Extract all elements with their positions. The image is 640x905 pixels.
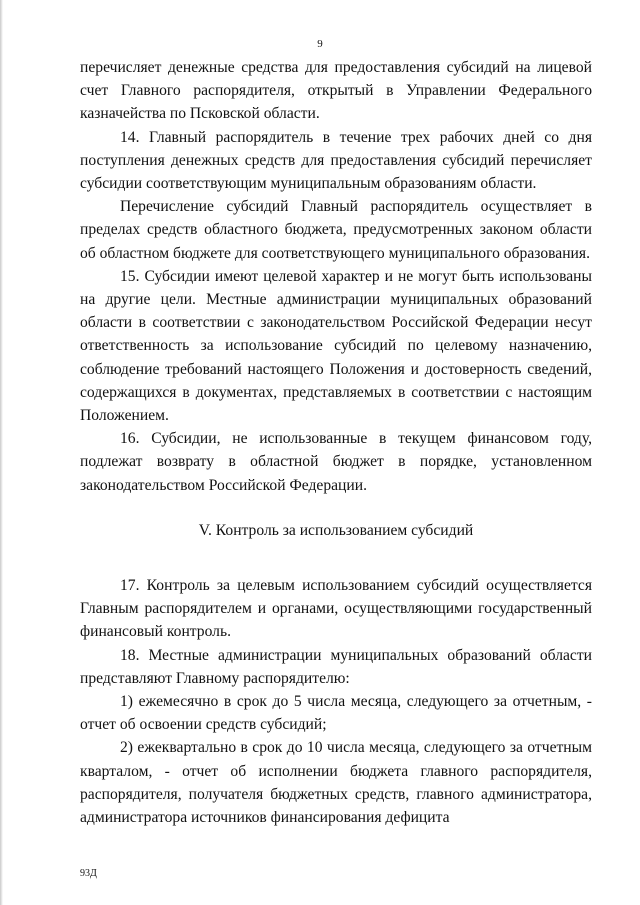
paragraph-subitem-2: 2) ежеквартально в срок до 10 числа месяца, следующего за отчетным кварталом, - отчет об исполнении бюджета главного распорядителя, распорядителя, получателя бюджетных средств, главного администратора, администратора источников финансирования дефицита [80, 739, 592, 827]
paragraph-item-16: 16. Субсидии, не использованные в текущем финансовом году, подлежат возврату в областной бюджет в порядке, установленном законодательством Российской Федерации. [80, 430, 592, 494]
paragraph-item-14: 14. Главный распорядитель в течение трех рабочих дней со дня поступления денежных средств для предоставления субсидий перечисляет субсидии соответствующим муниципальным образованиям области. [80, 128, 592, 193]
paragraph-item-17: 17. Контроль за целевым использованием субсидий осуществляется Главным распорядителем и органами, осуществляющими государственный финансовый контроль. [80, 577, 592, 641]
paragraph-item-15: 15. Субсидии имеют целевой характер и не могут быть использованы на другие цели. Местные администрации муниципальных образований области в соответствии с законодательством Российской Федерации несут ответственность за использование субсидий по целевому назначению, соблюдение требований настоящего Положения и достоверность сведений, содержащихся в документах, представляемых в соответствии с настоящим Положением. [80, 267, 592, 425]
paragraph-subitem-1: 1) ежемесячно в срок до 5 числа месяца, следующего за отчетным, - отчет об освоении средств субсидий; [80, 693, 592, 734]
section-heading: V. Контроль за использованием субсидий [198, 521, 474, 539]
footer-document-code: 93Д [80, 868, 97, 879]
scan-edge-shadow [0, 0, 3, 905]
paragraph-transfer: Перечисление субсидий Главный распорядитель осуществляет в пределах средств областного бюджета, предусмотренных законом области об областном бюджете для соответствующего муниципального образования. [80, 198, 592, 262]
document-body [80, 56, 592, 829]
paragraph-continuation: перечисляет денежные средства для предоставления субсидий на лицевой счет Главного распорядителя, открытый в Управлении Федерального казначейства по Псковской области. [80, 59, 592, 123]
page-number: 9 [317, 38, 323, 50]
paragraph-item-18: 18. Местные администрации муниципальных образований области представляют Главному распорядителю: [80, 646, 592, 687]
